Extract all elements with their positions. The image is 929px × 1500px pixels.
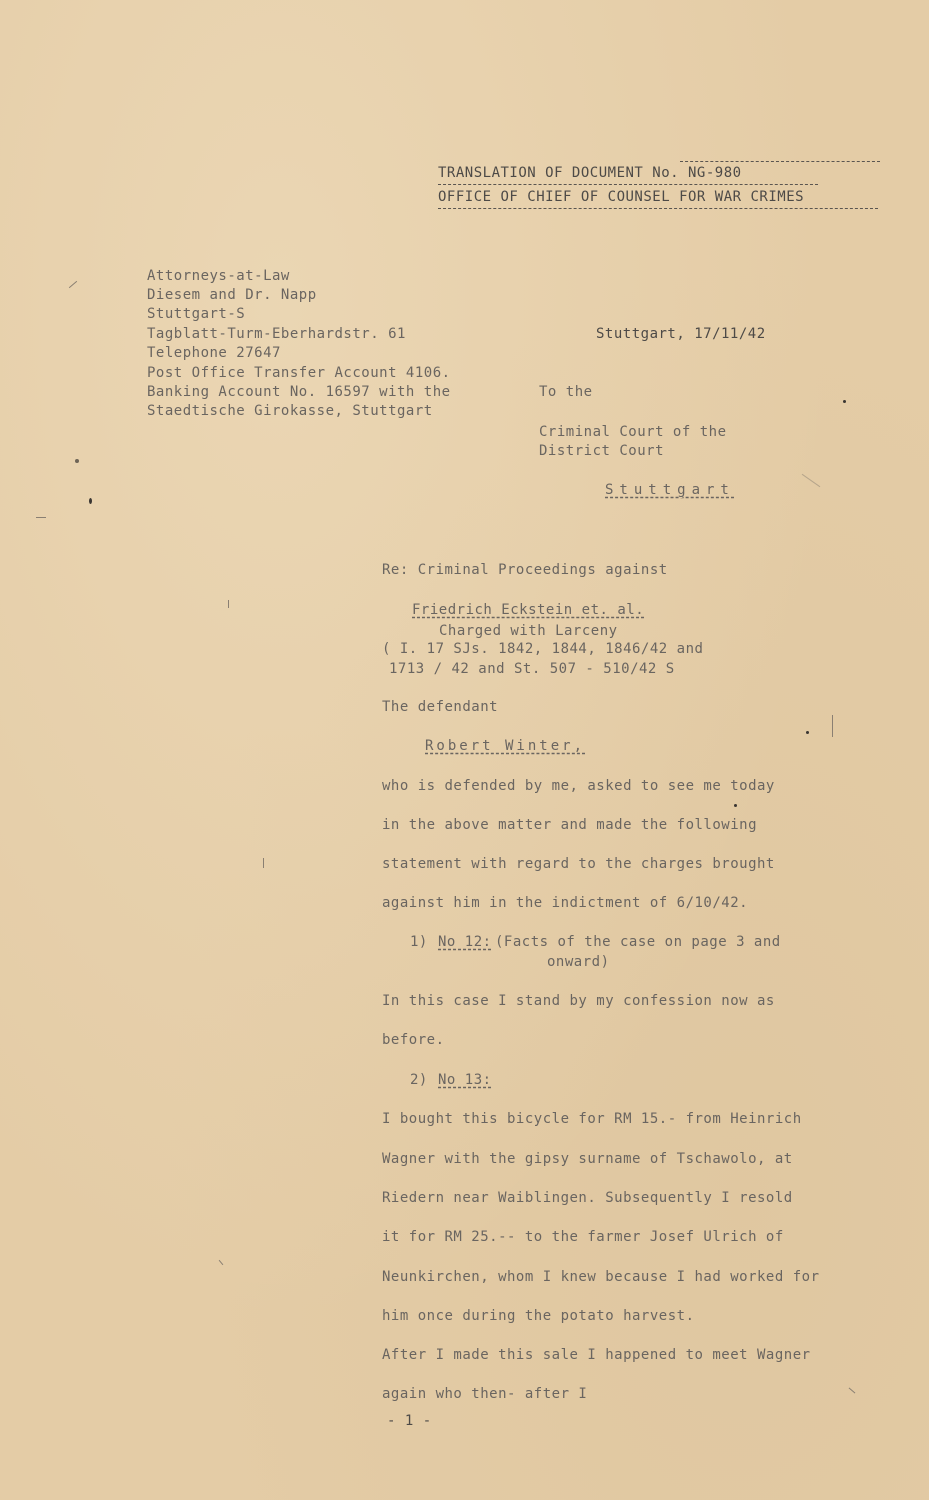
- sender-line-6: Post Office Transfer Account 4106.: [147, 365, 451, 381]
- paper-speck: [89, 498, 92, 504]
- paper-mark: [219, 1260, 224, 1265]
- document-number-line: TRANSLATION OF DOCUMENT No. NG-980: [438, 165, 742, 181]
- sender-line-7: Banking Account No. 16597 with the: [147, 384, 451, 400]
- sender-line-1: Attorneys-at-Law: [147, 268, 290, 284]
- sender-line-4: Tagblatt-Turm-Eberhardstr. 61: [147, 326, 406, 342]
- paragraph-1-line-2: in the above matter and made the following: [382, 817, 758, 833]
- paper-mark: [36, 517, 46, 518]
- item-1-text: (Facts of the case on page 3 and: [495, 934, 781, 950]
- paragraph-3-line-6: him once during the potato harvest.: [382, 1308, 695, 1324]
- recipient-court-1: Criminal Court of the: [539, 424, 727, 440]
- paragraph-3-line-2: Wagner with the gipsy surname of Tschawolo, at: [382, 1151, 793, 1167]
- paragraph-1-line-4: against him in the indictment of 6/10/42.: [382, 895, 749, 911]
- paper-speck: [75, 459, 79, 463]
- header-rule-2: [438, 208, 878, 209]
- sender-line-3: Stuttgart-S: [147, 306, 246, 322]
- paper-mark: [69, 281, 77, 288]
- paragraph-3-line-1: I bought this bicycle for RM 15.- from Heinrich: [382, 1111, 802, 1127]
- item-1-ref: No 12:: [438, 934, 492, 950]
- page-number: - 1 -: [387, 1413, 432, 1429]
- re-reference-2: 1713 / 42 and St. 507 - 510/42 S: [389, 661, 675, 677]
- place-date: Stuttgart, 17/11/42: [596, 326, 766, 342]
- paper-mark: [832, 715, 833, 737]
- re-line: Re: Criminal Proceedings against: [382, 562, 668, 578]
- item-1-continuation: onward): [547, 954, 610, 970]
- recipient-court-2: District Court: [539, 443, 665, 459]
- paper-mark: [263, 858, 264, 868]
- defendant-name: Robert Winter,: [425, 738, 586, 754]
- paragraph-3-line-5: Neunkirchen, whom I knew because I had worked for: [382, 1269, 820, 1285]
- item-2-number: 2): [410, 1072, 428, 1088]
- paragraph-3-line-3: Riedern near Waiblingen. Subsequently I resold: [382, 1190, 793, 1206]
- re-charge: Charged with Larceny: [439, 623, 618, 639]
- paragraph-2-line-2: before.: [382, 1032, 445, 1048]
- paragraph-2-line-1: In this case I stand by my confession now as: [382, 993, 775, 1009]
- paper-mark: [228, 600, 229, 608]
- paper-mark: [849, 1388, 856, 1394]
- paper-speck: [734, 804, 737, 807]
- re-defendant-name: Friedrich Eckstein et. al.: [412, 602, 645, 618]
- sender-line-2: Diesem and Dr. Napp: [147, 287, 317, 303]
- item-2-ref: No 13:: [438, 1072, 492, 1088]
- paragraph-4-line-2: again who then- after I: [382, 1386, 588, 1402]
- paper-mark: [802, 474, 821, 487]
- header-rule-1: [438, 184, 818, 185]
- paper-speck: [843, 400, 846, 403]
- header-rule-top: [680, 161, 880, 162]
- paragraph-4-line-1: After I made this sale I happened to meet Wagner: [382, 1347, 811, 1363]
- paragraph-3-line-4: it for RM 25.-- to the farmer Josef Ulrich of: [382, 1229, 784, 1245]
- defendant-intro: The defendant: [382, 699, 499, 715]
- recipient-to: To the: [539, 384, 593, 400]
- paragraph-1-line-3: statement with regard to the charges brought: [382, 856, 775, 872]
- item-1-number: 1): [410, 934, 428, 950]
- paragraph-1-line-1: who is defended by me, asked to see me today: [382, 778, 775, 794]
- re-reference-1: ( I. 17 SJs. 1842, 1844, 1846/42 and: [382, 641, 704, 657]
- sender-line-8: Staedtische Girokasse, Stuttgart: [147, 403, 433, 419]
- office-line: OFFICE OF CHIEF OF COUNSEL FOR WAR CRIMES: [438, 189, 805, 205]
- recipient-city: Stuttgart: [605, 482, 735, 498]
- sender-line-5: Telephone 27647: [147, 345, 281, 361]
- paper-speck: [806, 731, 809, 734]
